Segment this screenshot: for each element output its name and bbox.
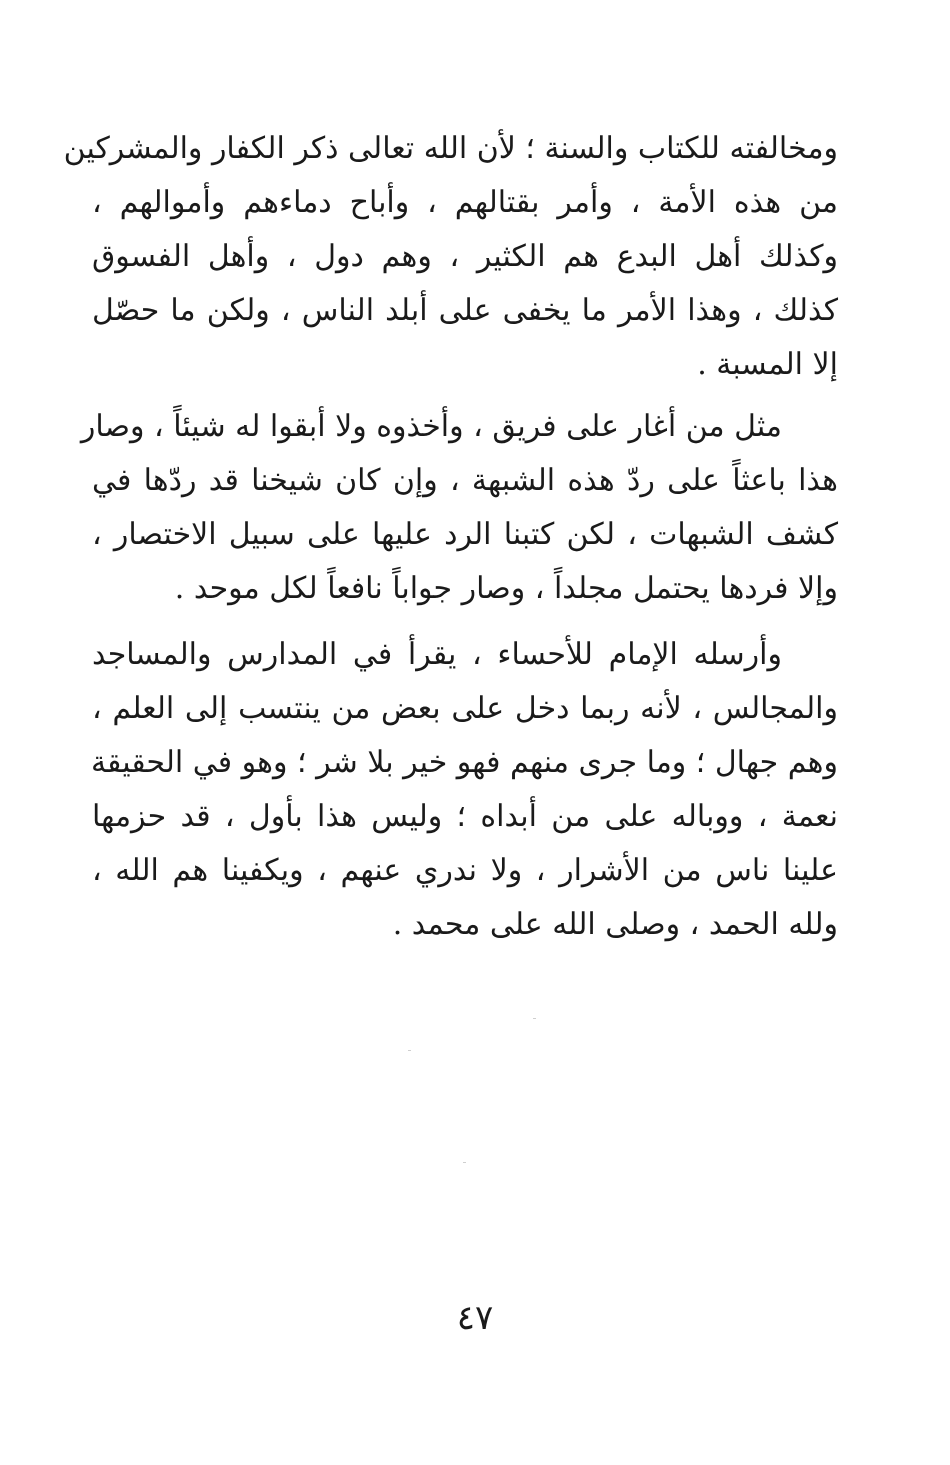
text-line: وإلا فردها يحتمل مجلداً ، وصار جواباً نافعاً لكل موحد . [174,571,838,606]
text-line: كذلك ، وهذا الأمر ما يخفى على أبلد الناس ، ولكن ما حصّل [92,293,838,328]
text-line: مثل من أغار على فريق ، وأخذوه ولا أبقوا له شيئاً ، وصار [80,409,782,444]
text-line: كشف الشبهات ، لكن كتبنا الرد عليها على سبيل الاختصار ، [92,517,838,552]
page-number: ٤٧ [456,1298,494,1338]
text-line: علينا ناس من الأشرار ، ولا ندري عنهم ، ويكفينا هم الله ، [92,853,838,888]
text-line: إلا المسبة . [697,347,838,382]
text-line: وهم جهال ؛ وما جرى منهم فهو خير بلا شر ؛ وهو في الحقيقة [90,745,838,780]
text-line: ولله الحمد ، وصلى الله على محمد . [392,907,838,942]
scan-speck [533,1018,536,1019]
text-line: والمجالس ، لأنه ربما دخل على بعض من ينتسب إلى العلم ، [92,691,838,726]
paragraph-2 [80,400,838,616]
scan-speck [463,1162,466,1163]
text-line: ومخالفته للكتاب والسنة ؛ لأن الله تعالى ذكر الكفار والمشركين [63,131,838,166]
paragraph-1 [63,122,838,392]
text-line: من هذه الأمة ، وأمر بقتالهم ، وأباح دماءهم وأموالهم ، [92,185,838,220]
scan-speck [408,1050,411,1051]
text-line: نعمة ، ووباله على من أبداه ؛ وليس هذا بأول ، قد حزمها [92,799,838,834]
text-line: وكذلك أهل البدع هم الكثير ، وهم دول ، وأهل الفسوق [92,239,838,274]
paragraph-3 [92,628,838,952]
text-line: هذا باعثاً على ردّ هذه الشبهة ، وإن كان شيخنا قد ردّها في [92,463,838,498]
text-line: وأرسله الإمام للأحساء ، يقرأ في المدارس والمساجد [92,637,782,672]
